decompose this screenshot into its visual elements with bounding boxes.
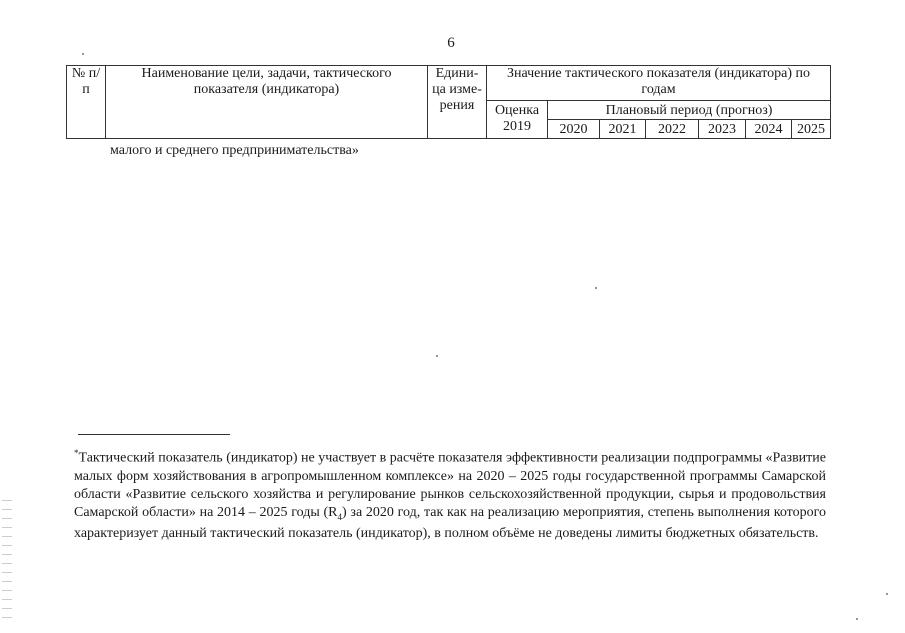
footnote-marker: * bbox=[74, 448, 79, 458]
scan-margin-marks bbox=[2, 500, 12, 620]
footnote-text-part1: Тактический показатель (индикатор) не участвует в расчёте показателя эффективности реализации подпрограммы «Развитие малых форм хозяйствования в агропромышленном комплексе» на 2020 – 2025 годы государственной программы Самарской области «Развитие сельского хозяйства и регулирование рынков сельскохозяйственной продукции, сырья и продовольствия Самарской области» на 2014 – 2025 годы (R bbox=[74, 450, 826, 520]
header-year-2023: 2023 bbox=[699, 120, 746, 139]
scan-speck bbox=[436, 355, 438, 357]
scan-speck bbox=[595, 287, 597, 289]
header-year-2020: 2020 bbox=[548, 120, 600, 139]
scan-speck bbox=[886, 593, 888, 595]
header-year-2022: 2022 bbox=[646, 120, 699, 139]
header-planned-period: Плановый период (прогноз) bbox=[548, 101, 831, 120]
header-number: № п/п bbox=[67, 66, 106, 139]
page-number: 6 bbox=[447, 35, 455, 51]
header-unit: Едини-ца изме-рения bbox=[428, 66, 487, 139]
header-year-2021: 2021 bbox=[600, 120, 646, 139]
estimate-label: Оценка bbox=[494, 103, 540, 118]
footnote-separator bbox=[78, 434, 230, 435]
continued-row-text: малого и среднего предпринимательства» bbox=[110, 143, 359, 158]
header-estimate bbox=[487, 101, 548, 139]
estimate-year: 2019 bbox=[503, 119, 531, 134]
footnote bbox=[74, 444, 826, 543]
header-year-2025: 2025 bbox=[792, 120, 831, 139]
header-values-group: Значение тактического показателя (индикатора) по годам bbox=[487, 66, 831, 101]
header-year-2024: 2024 bbox=[746, 120, 792, 139]
indicators-table-header bbox=[66, 65, 831, 139]
footnote-subscript: 4 bbox=[337, 511, 343, 522]
scan-speck bbox=[856, 618, 858, 620]
footnote-text-part2: ) за 2020 год, так как на реализацию мероприятия, степень выполнения которого характеризует данный тактический показатель (индикатор), в полном объёме не доведены лимиты бюджетных обязательств. bbox=[74, 504, 826, 542]
header-name: Наименование цели, задачи, тактического показателя (индикатора) bbox=[106, 66, 428, 139]
scan-speck bbox=[82, 53, 84, 55]
